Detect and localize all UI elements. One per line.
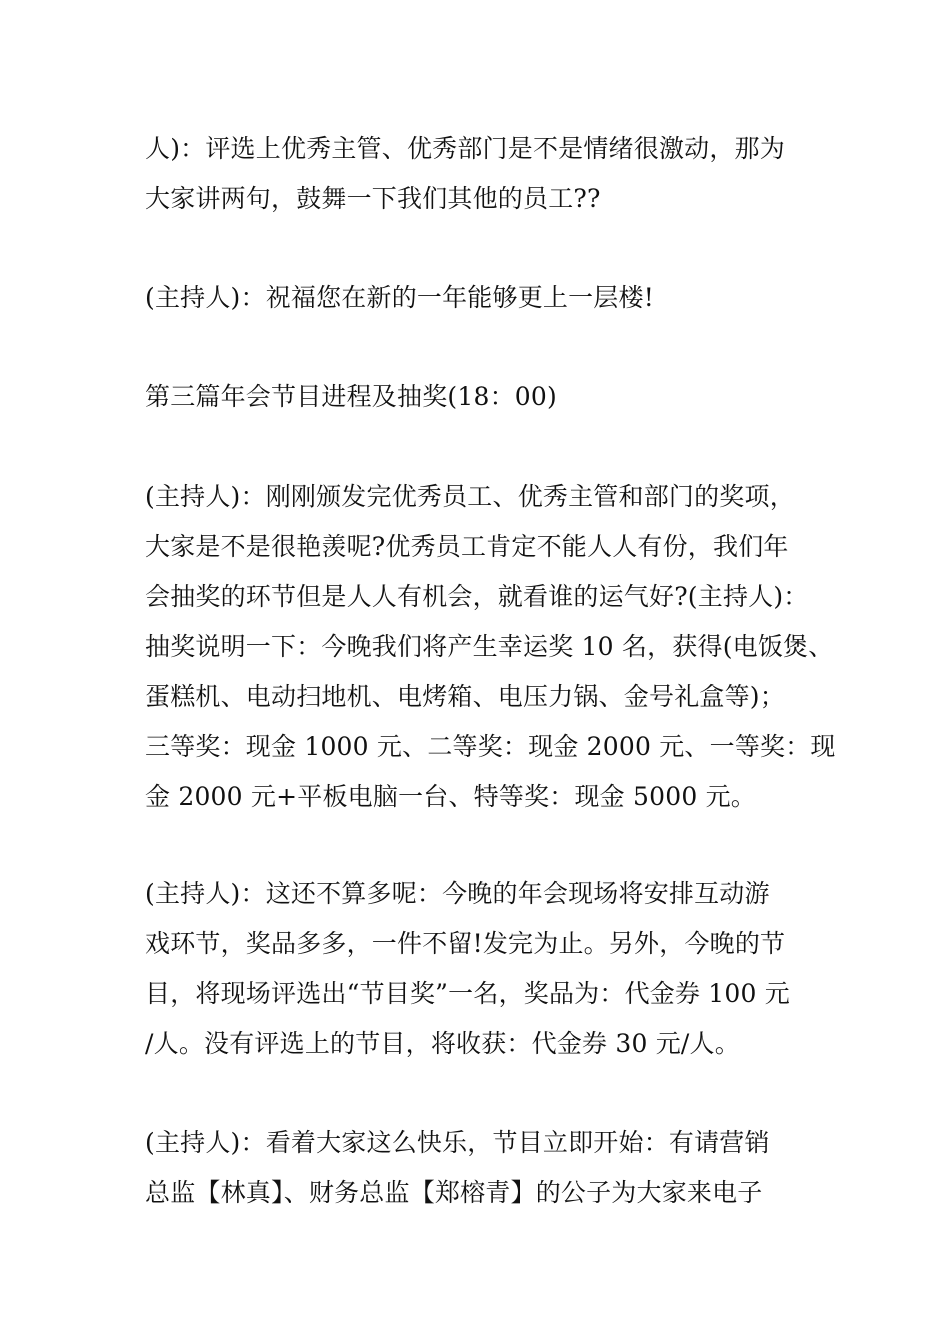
text-line: 大家讲两句，鼓舞一下我们其他的员工?? — [145, 184, 601, 213]
text-line: 大家是不是很艳羡呢?优秀员工肯定不能人人有份，我们年 — [145, 532, 789, 561]
text-line: 总监【林真】、财务总监【郑榕青】的公子为大家来电子 — [145, 1178, 763, 1207]
text-line: /人。没有评选上的节目，将收获：代金券 30 元/人。 — [145, 1029, 740, 1058]
text-line: 蛋糕机、电动扫地机、电烤箱、电压力锅、金号礼盒等)； — [145, 682, 785, 711]
text-line: (主持人)：看着大家这么快乐，节目立即开始：有请营销 — [145, 1128, 770, 1157]
paragraph-lottery-rules — [145, 472, 835, 822]
heading-text: 第三篇年会节目进程及抽奖(18：00) — [145, 382, 557, 411]
text-line: 会抽奖的环节但是人人有机会，就看谁的运气好?(主持人)： — [145, 582, 809, 611]
text-line: 三等奖：现金 1000 元、二等奖：现金 2000 元、一等奖：现 — [145, 732, 836, 761]
text-line: (主持人)：祝福您在新的一年能够更上一层楼! — [145, 283, 654, 312]
paragraph-games-vouchers — [145, 869, 835, 1069]
paragraph-program-start — [145, 1118, 835, 1218]
text-line: (主持人)：刚刚颁发完优秀员工、优秀主管和部门的奖项， — [145, 482, 795, 511]
text-line: 戏环节，奖品多多，一件不留!发完为止。另外，今晚的节 — [145, 929, 786, 958]
section-heading — [145, 372, 835, 422]
paragraph-blessing — [145, 273, 835, 323]
paragraph-award-speech — [145, 124, 835, 224]
text-line: (主持人)：这还不算多呢：今晚的年会现场将安排互动游 — [145, 879, 770, 908]
text-line: 人)：评选上优秀主管、优秀部门是不是情绪很激动，那为 — [145, 134, 785, 163]
text-line: 抽奖说明一下：今晚我们将产生幸运奖 10 名，获得(电饭煲、 — [145, 632, 834, 661]
text-line: 金 2000 元+平板电脑一台、特等奖：现金 5000 元。 — [145, 782, 756, 811]
text-line: 目，将现场评选出“节目奖”一名，奖品为：代金券 100 元 — [145, 979, 790, 1008]
